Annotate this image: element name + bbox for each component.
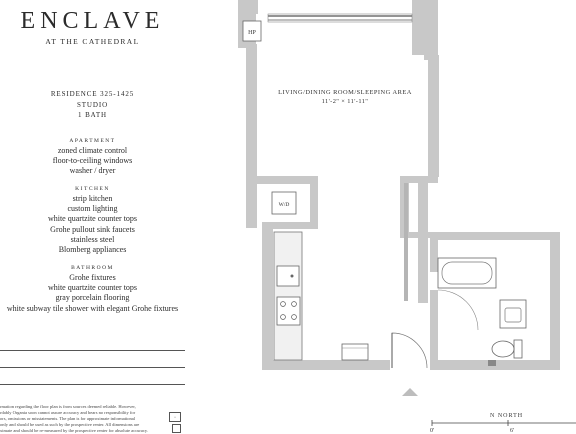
toilet-tank: [514, 340, 522, 358]
wall: [550, 232, 560, 370]
bathroom-heading: BATHROOM: [71, 265, 114, 271]
room-dimensions: 11'-2" × 11'-11": [321, 98, 369, 105]
wall: [428, 55, 439, 177]
equal-housing-logo: ⌂: [169, 412, 181, 422]
brand-subtitle: AT THE CATHEDRAL: [45, 37, 140, 46]
entry-arrow: [402, 388, 418, 396]
vent: [488, 360, 496, 366]
wall: [246, 176, 317, 184]
feature-item: zoned climate control: [57, 146, 128, 155]
disclaimer-line: ximate and should be re-measured by the prospective renter for absolute accuracy.: [0, 428, 148, 433]
feature-item: Grohe fixtures: [69, 273, 116, 282]
feature-item: Blomberg appliances: [58, 245, 127, 255]
wall: [262, 222, 273, 367]
bath-door-swing: [438, 290, 478, 330]
wd-label: W/D: [278, 202, 290, 208]
disclaimer-line: rmation regarding the floor plan is from sources deemed reliable. However,: [0, 404, 136, 409]
cooktop: [277, 297, 300, 325]
north-label: N NORTH: [490, 413, 524, 419]
wall: [430, 232, 438, 272]
apartment-heading: APARTMENT: [69, 138, 116, 144]
refrigerator: [342, 344, 368, 360]
feature-item: white subway tile shower with elegant Grohe fixtures: [6, 303, 179, 313]
wall: [246, 44, 257, 228]
toilet-bowl: [492, 341, 514, 357]
unit-type: STUDIO: [76, 100, 109, 109]
room-name: LIVING/DINING ROOM/SLEEPING AREA: [278, 89, 412, 96]
scale-end: 6': [509, 428, 515, 432]
feature-item: white quartzite counter tops: [47, 214, 138, 224]
feature-item: washer / dryer: [69, 166, 116, 176]
residence-number: RESIDENCE 325-1425: [50, 90, 135, 98]
tub-basin: [442, 262, 492, 284]
disclaimer-line: rdably Organia soon cannot assure accuracy and bears no responsibility for: [0, 410, 136, 415]
disclaimer-line: ors, omissions or misstatements. The plan is for approximate informational: [0, 416, 136, 421]
entry-door-swing: [392, 333, 427, 368]
feature-item: stainless steel: [70, 234, 115, 244]
hp-label: HP: [248, 30, 256, 36]
kitchen-sink: [277, 266, 299, 286]
feature-item: floor-to-ceiling windows: [52, 156, 133, 166]
feature-item: strip kitchen: [72, 194, 113, 203]
kitchen-heading: KITCHEN: [75, 186, 110, 192]
disclaimer-line: only and should be used as such by the prospective renter. All dimensions are: [0, 422, 140, 427]
wall: [310, 176, 318, 226]
feature-item: Grohe pullout sink faucets: [50, 224, 135, 234]
feature-item: gray porcelain flooring: [55, 293, 130, 303]
bath-sink: [505, 308, 521, 322]
window-frame: [268, 14, 412, 22]
kitchen-counter: [274, 232, 302, 360]
wall: [404, 183, 408, 301]
scale-start: 0': [429, 428, 435, 432]
wall: [424, 0, 438, 60]
wall: [430, 290, 438, 370]
feature-item: custom lighting: [67, 204, 118, 214]
wall: [262, 360, 390, 370]
wall: [430, 232, 560, 240]
wall: [418, 183, 428, 303]
unit-baths: 1 BATH: [78, 111, 107, 119]
brand-name: ENCLAVE: [20, 8, 165, 34]
feature-item: white quartzite counter tops: [47, 283, 138, 293]
sink-faucet: [291, 275, 294, 278]
